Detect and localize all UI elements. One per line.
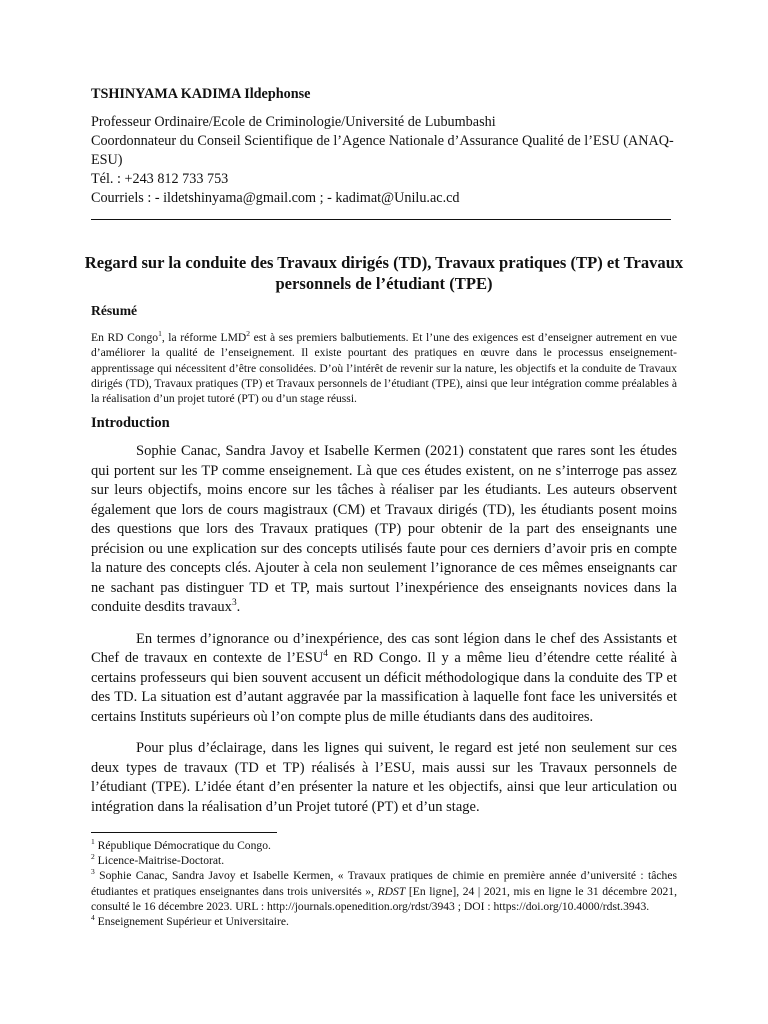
author-affiliation: Professeur Ordinaire/Ecole de Criminologie/Université de Lubumbashi: [91, 114, 496, 130]
intro-body: [91, 442, 677, 829]
author-role: Coordonnateur du Conseil Scientifique de l’Agence Nationale d’Assurance Qualité de l’ESU (ANAQ-ESU): [91, 133, 674, 168]
author-header: [91, 85, 681, 208]
journal-name: RDST: [377, 884, 406, 898]
footnote-ref-3[interactable]: 3: [231, 598, 237, 609]
author-name: TSHINYAMA KADIMA Ildephonse: [91, 86, 311, 102]
footnote-ref-1[interactable]: 1: [158, 329, 162, 339]
footnote-2: $^2$ Licence-Maitrise-Doctorat.: [91, 852, 225, 868]
document-title: Regard sur la conduite des Travaux dirigés (TD), Travaux pratiques (TP) et Travaux personnels de l’étudiant (TPE): [84, 253, 684, 293]
author-emails: Courriels : - ildetshinyama@gmail.com ; - kadimat@Unilu.ac.cd: [91, 190, 460, 206]
intro-heading: Introduction: [91, 415, 170, 431]
resume-text: En RD Congo$^1$, la réforme LMD$^2$ est à ses premiers balbutiements. Et l’une des exigences est d’enseigner autrement en vue d’améliorer la qualité de l’enseignement. Il existe pourtant des pratiques en œuvre dans le processus enseignement-apprentissage qui nécessitent d’être consolidées. D’où l’intérêt de revenir sur la nature, les objectifs et la conduite de Travaux dirigés (TD), Travaux pratiques (TP) et Travaux personnels de l’étudiant (TPE), ainsi que leur intégration comme préalables à la réalisation d’un projet tutoré (PT) ou d’un stage réussi.: [91, 329, 677, 406]
footnote-4: $^4$ Enseignement Supérieur et Universitaire.: [91, 913, 289, 929]
intro-paragraph-3: Pour plus d’éclairage, dans les lignes qui suivent, le regard est jeté non seulement sur ces deux types de travaux (TD et TP) réalisés à l’ESU, mais aussi sur les Travaux personnels de l’étudiant (TPE). L’idée étant d’en présenter la nature et les objectifs, ainsi que leur articulation ou intégration dans la réalisation d’un Projet tutoré (PT) et d’un stage.: [91, 740, 677, 815]
footnote-3: $^3$ Sophie Canac, Sandra Javoy et Isabelle Kermen, « Travaux pratiques de chimie en première année d’université : tâches étudiantes et pratiques enseignantes dans trois universités », RDST [En ligne], 24 | 2021, mis en ligne le 31 décembre 2021, consulté le 16 décembre 2023. URL : http://journals.openedition.org/rdst/3943 ; DOI : https://doi.org/10.4000/rdst.3943.: [91, 867, 677, 913]
intro-paragraph-2: En termes d’ignorance ou d’inexpérience, des cas sont légion dans le chef des Assistants et Chef de travaux en contexte de l’ESU$^4$ en RD Congo. Il y a même lieu d’étendre cette réalité à certains professeurs qui bien souvent accusent un déficit méthodologique dans la conduite des TP et des TD. La situation est d’autant aggravée par la massification à laquelle font face les universités et certains Instituts supérieurs où l’on compte plus de mille étudiants dans des auditoires.: [91, 630, 678, 725]
intro-paragraph-1: Sophie Canac, Sandra Javoy et Isabelle Kermen (2021) constatent que rares sont les études qui portent sur les TP comme enseignement. Là que ces études existent, on ne s’interroge pas assez sur leurs objectifs, moins encore sur les tâches à réaliser par les étudiants. Les auteurs observent également que lors de cours magistraux (CM) et Travaux dirigés (TD), les étudiants posent moins des questions que lors des Travaux pratiques (TP) pour obtenir de la part des enseignants une précision ou une explication sur des concepts utilisés faute pour ces derniers d’avoir pris en compte la nature des concepts clés. Ajouter à cela non seulement l’ignorance de ces mêmes enseignants car ne sachant pas distinguer TD et TP, mais surtout l’inexpérience des enseignants novices dans la conduite desdits travaux$^3$.: [91, 443, 677, 615]
footnote-1: $^1$ République Démocratique du Congo.: [91, 837, 271, 852]
footnotes: [91, 838, 677, 929]
footnote-divider: [91, 832, 277, 833]
footnote-ref-2[interactable]: 2: [246, 329, 251, 339]
header-divider: [91, 219, 671, 220]
resume-heading: Résumé: [91, 303, 138, 318]
footnote-ref-4[interactable]: 4: [323, 649, 328, 660]
author-phone: Tél. : +243 812 733 753: [91, 171, 229, 187]
